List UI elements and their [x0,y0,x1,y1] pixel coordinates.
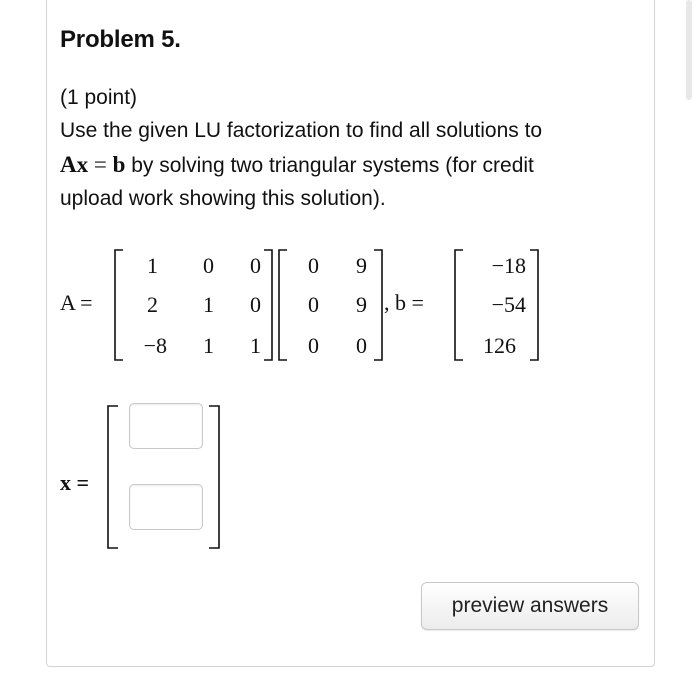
problem-text-line-1: Use the given LU factorization to find all solutions to [60,119,543,142]
L-cell: 1 [147,253,158,278]
b-label [384,290,424,316]
x1-answer-input[interactable] [129,403,203,449]
equation-equals: = [88,152,113,177]
A-label: A = [60,290,93,315]
b-cell: −54 [491,292,526,317]
L-cell: 1 [250,333,261,358]
x-left-bracket [106,404,120,550]
x-label-text: x = [60,470,90,495]
U-cell: 9 [356,253,367,278]
U-cell: 0 [308,292,319,317]
L-cell: 0 [203,253,214,278]
equation-b: b [112,152,126,177]
b-label-text: , b = [384,290,424,315]
b-right-bracket [528,248,540,362]
L-cell: 2 [147,292,158,317]
b-cell: 126 [483,333,516,358]
b-cell: −18 [491,253,526,278]
b-left-bracket [453,248,465,362]
U-cell: 0 [308,333,319,358]
x-right-bracket [207,404,221,550]
U-right-bracket [372,248,384,362]
x-label [60,470,89,496]
U-cell: 9 [356,292,367,317]
problem-text-line-2 [60,152,534,178]
problem-title: Problem 5. [60,26,181,53]
problem-text-line-3: upload work showing this solution). [60,187,386,210]
L-cell: 1 [203,333,214,358]
L-cell: −8 [143,333,167,358]
equation-Ax: Ax [60,152,89,177]
U-cell: 0 [356,333,367,358]
L-cell: 1 [203,292,214,317]
scrollbar[interactable] [686,0,692,100]
L-cell: 0 [250,292,261,317]
L-right-bracket [262,248,274,362]
x2-answer-input[interactable] [129,484,203,530]
preview-answers-button[interactable]: preview answers [421,582,639,630]
problem-text-line-2-rest: by solving two triangular systems (for credit [125,154,534,177]
U-cell: 0 [308,253,319,278]
L-cell: 0 [250,253,261,278]
problem-points: (1 point) [60,86,138,109]
